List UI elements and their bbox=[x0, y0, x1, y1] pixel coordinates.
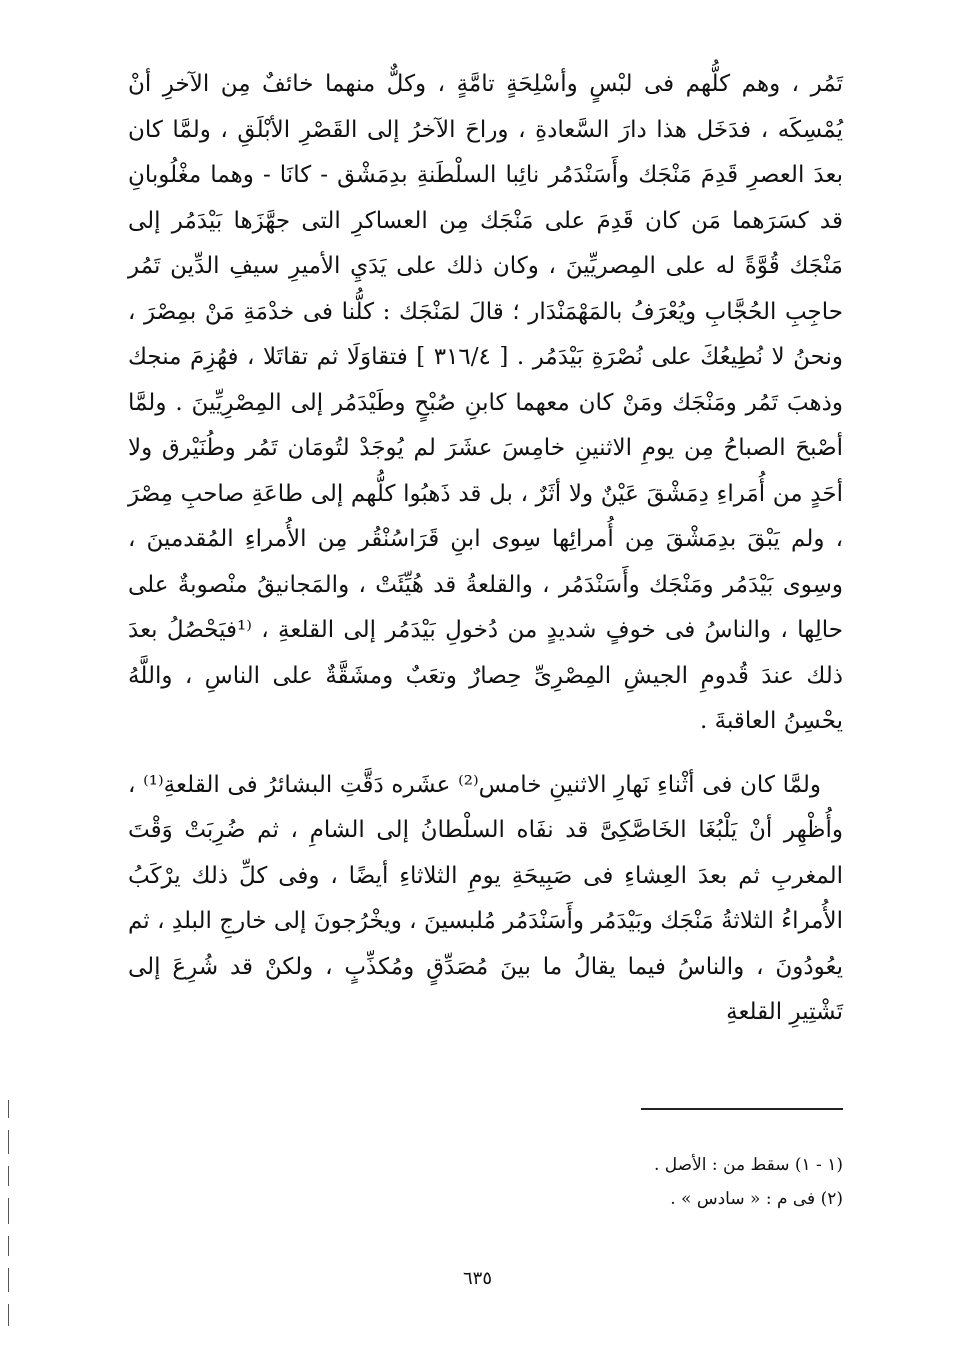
footnote: (٢) فى م : « سادس » . bbox=[670, 1189, 843, 1209]
main-text-block bbox=[128, 62, 843, 1036]
scan-margin-marks bbox=[8, 1100, 12, 1340]
footnote: (١ - ١) سقط من : الأصل . bbox=[653, 1155, 843, 1175]
footnote-separator bbox=[641, 1108, 843, 1110]
footnotes bbox=[243, 1148, 843, 1216]
paragraph: ولمَّا كان فى أثْناءِ نَهارِ الاثنينِ خامس⁽²⁾ عشَره دَقَّتِ البشائرُ فى القلعةِ⁽¹⁾ ، وأُظْهِر أنْ يَلْبُغَا الخَاصَّكِىَّ قد نفَاه السلْطانُ إلى الشامِ ، ثم ضُرِبَتْ وَقْتَ المغربِ ثم بعدَ العِشاءِ فى صَبِيحَةِ يومِ الثلاثاءِ أيضًا ، وفى كلِّ ذلك يرْكَبُ الأُمراءُ الثلاثةُ مَنْجَك وبَيْدَمُر وأَسَنْدَمُر مُلبسينَ ، ويخْرُجونَ إلى خارجِ البلدِ ، ثم يعُودُونَ ، والناسُ فيما يقالُ ما بينَ مُصَدِّقٍ ومُكذِّبٍ ، ولكنْ قد شُرِعَ إلى تَشْتِيرِ القلعةِ bbox=[128, 771, 843, 1025]
page-number: ٦٣٥ bbox=[462, 1268, 492, 1289]
paragraph: تَمُر ، وهم كلُّهم فى لبْسٍ وأسْلِحَةٍ تامَّةٍ ، وكلٌّ منهما خائفٌ مِن الآخرِ أنْ يُمْسِكَه ، فدَخَل هذا دارَ السَّعادةِ ، وراحَ الآخرُ إلى القَصْرِ الأبْلَقِ ، ولمَّا كان بعدَ العصرِ قَدِمَ مَنْجَك وأَسَنْدَمُر نائِبا السلْطَنةِ بدِمَشْق - كانَا - وهما مغْلُوبانِ قد كسَرَهما مَن كان قَدِمَ على مَنْجَك مِن العساكرِ التى جهَّزَها بَيْدَمُر إلى مَنْجَك قُوَّةً له على المِصريِّينَ ، وكان ذلك على يَدَيِ الأميرِ سيفِ الدِّين تَمُر حاجِبِ الحُجَّابِ ويُعْرَفُ بالمَهْمَنْدَار ؛ قالَ لمَنْجَك : كلُّنا فى خدْمَةِ مَنْ بمِصْرَ ، ونحنُ لا نُطِيعُكَ على نُصْرَةِ بَيْدَمُر . [ ٣١٦/٤ ] فتقاوَلَا ثم تقاتَلا ، فهُزِمَ منجك وذهبَ تَمُر ومَنْجَك ومَنْ كان معهما كابنِ صُبْحٍ وطَيْدَمُر إلى المِصْرِيِّينَ . ولمَّا أصْبحَ الصباحُ مِن يومِ الاثنينِ خامِسَ عشَرَ لم يُوجَدْ لتُومَان تَمُر وطُنَيْرق ولا أحَدٍ من أُمَراءِ دِمَشْقَ عَيْنٌ ولا أثَرٌ ، بل قد ذَهبُوا كلُّهم إلى طاعَةِ صاحبِ مِصْرَ ، ولم يَبْقَ بدِمَشْقَ مِن أُمرائِها سِوى ابنِ قَرَاسُنْقُر مِن الأُمراءِ المُقدمينَ ، وسِوى بَيْدَمُر ومَنْجَك وأَسَنْدَمُر ، والقلعةُ قد هُيِّئَتْ ، والمَجانيقُ منْصوبةٌ على حالِها ، والناسُ فى خوفٍ شديدٍ من دُخولِ بَيْدَمُر إلى القلعةِ ، ⁽¹فيَحْصُلُ بعدَ ذلك عندَ قُدومِ الجيشِ المِصْرِىِّ حِصارٌ وتعَبٌ ومشَقَّةٌ على الناسِ ، واللَّهُ يحْسِنُ العاقبةَ . bbox=[128, 71, 843, 734]
